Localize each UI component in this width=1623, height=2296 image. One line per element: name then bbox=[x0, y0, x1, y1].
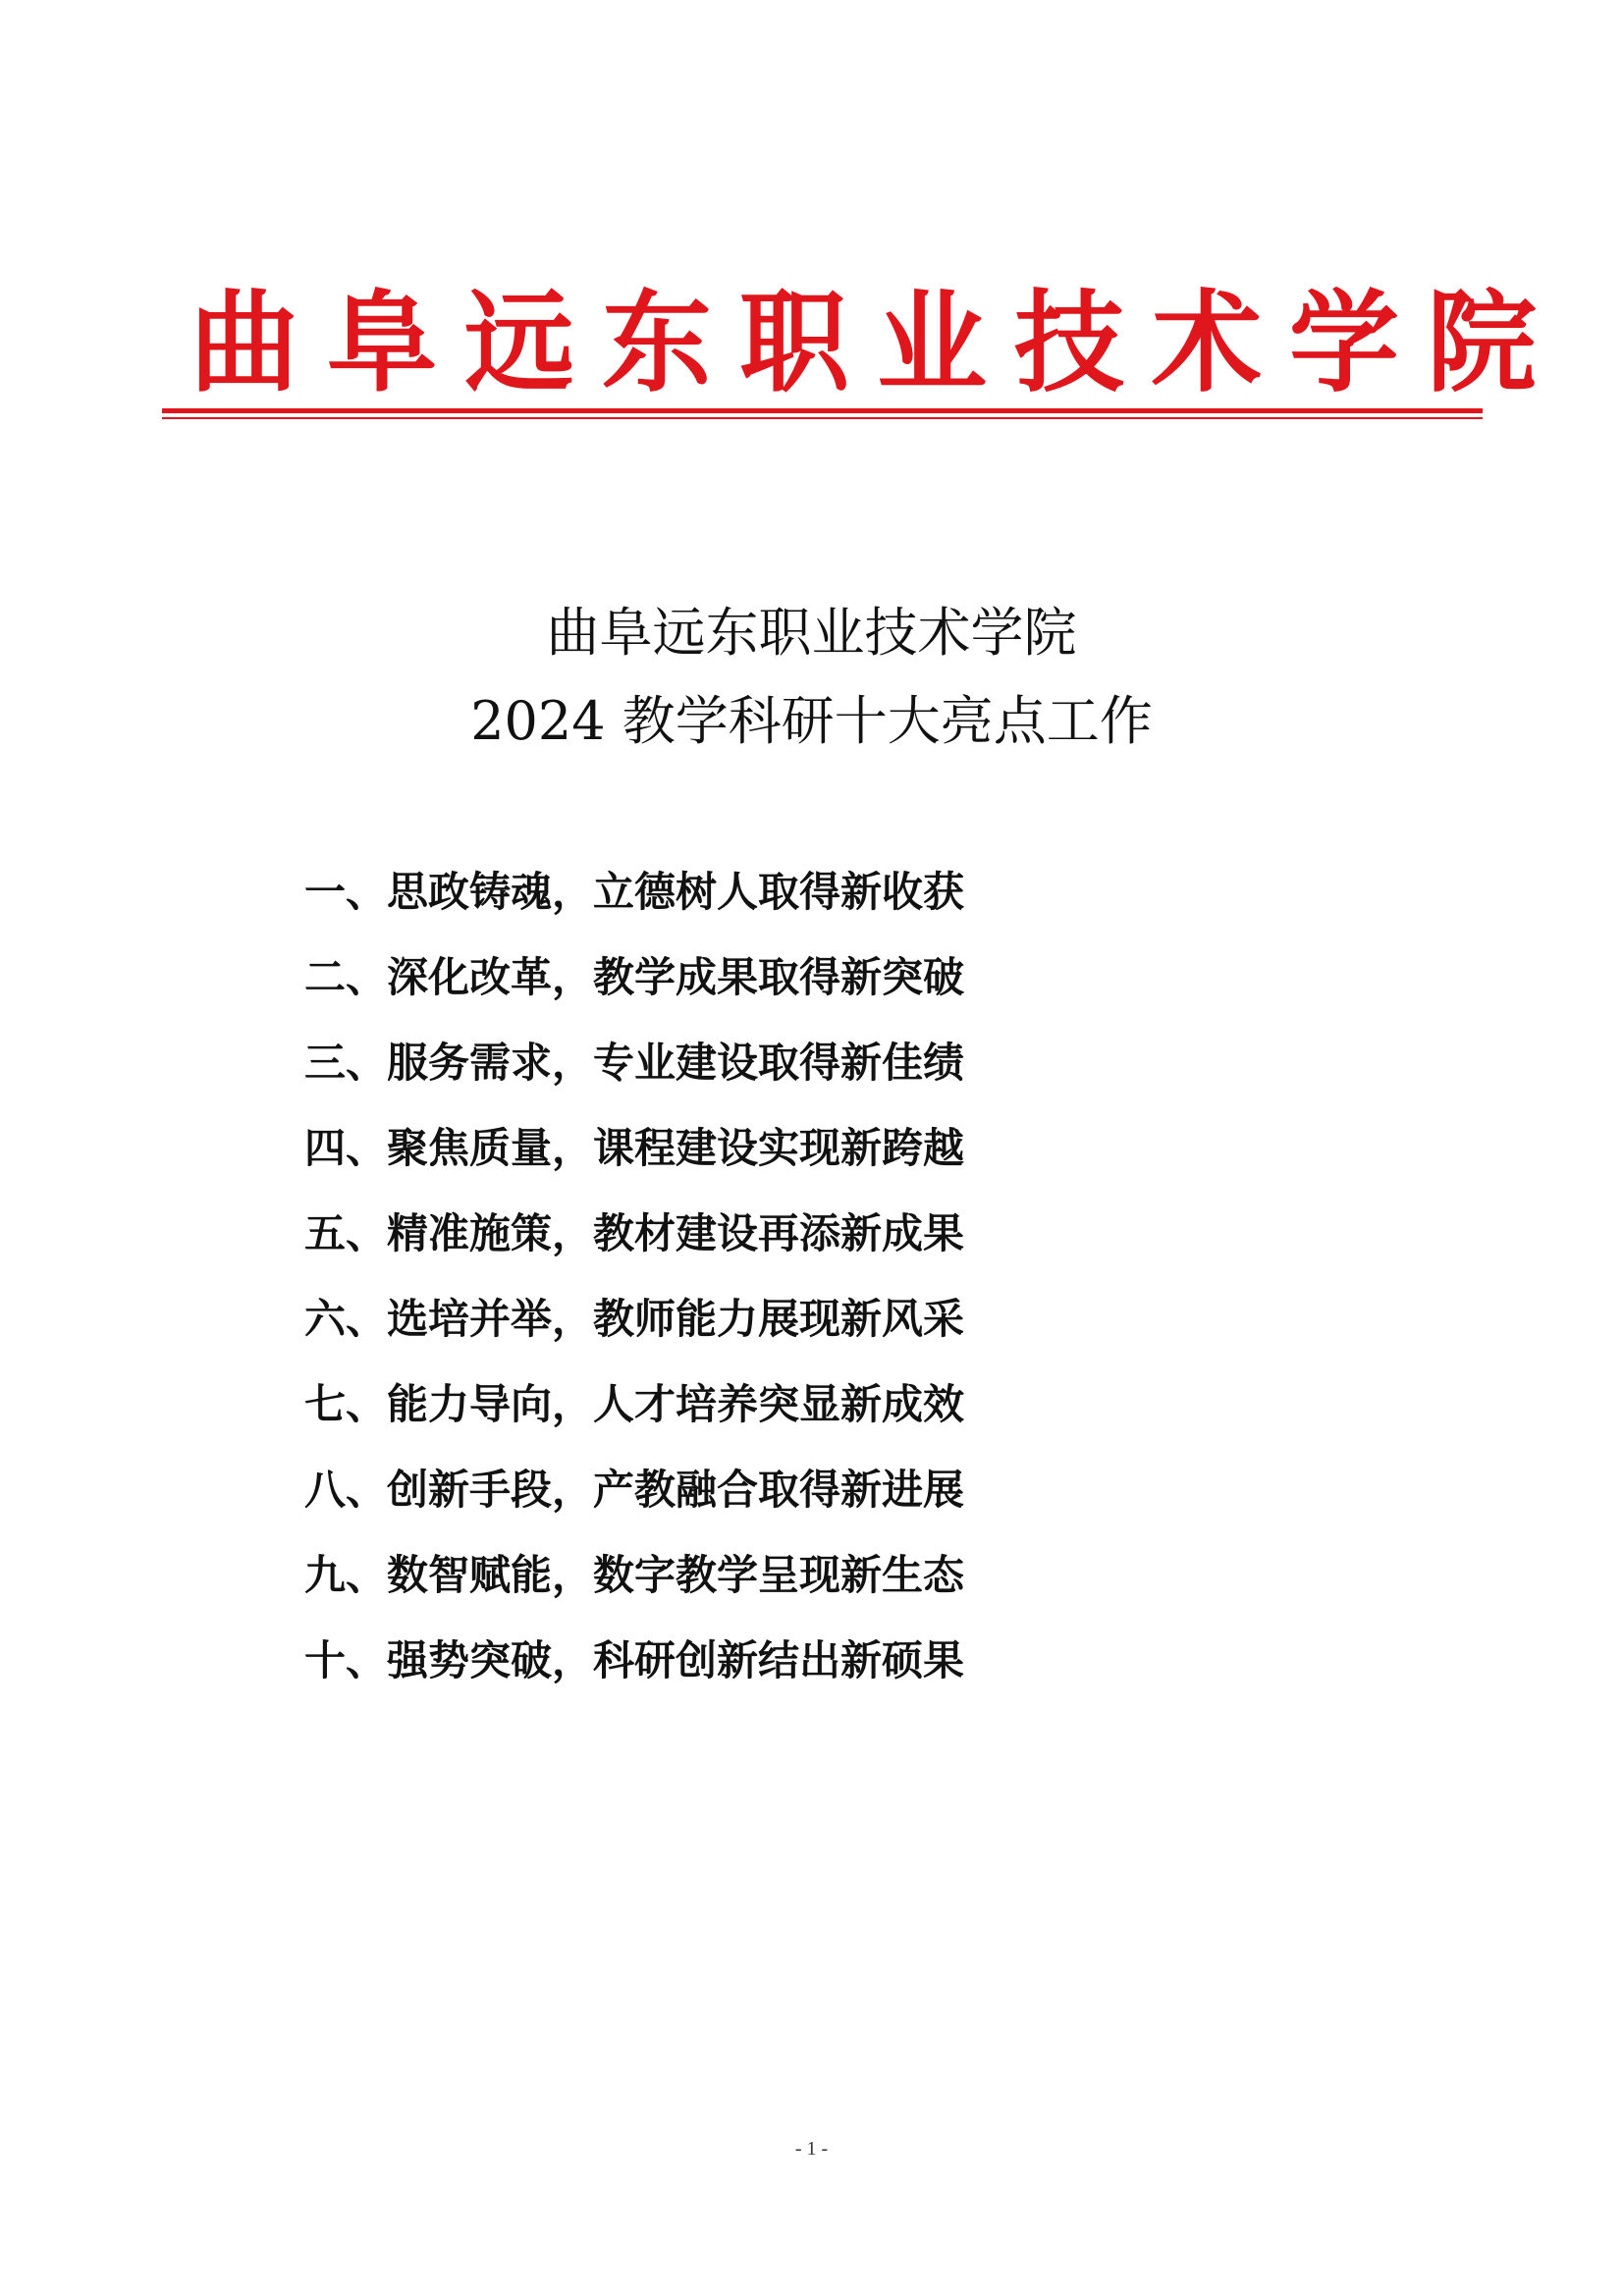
highlight-item: 三、服务需求，专业建设取得新佳绩 bbox=[304, 1039, 965, 1087]
highlight-item: 一、思政铸魂，立德树人取得新收获 bbox=[304, 868, 965, 916]
highlight-item: 四、聚焦质量，课程建设实现新跨越 bbox=[304, 1124, 965, 1172]
masthead-rule-thick bbox=[162, 408, 1483, 413]
highlights-list bbox=[304, 849, 1384, 1703]
document-title-line-2: 2024 教学科研十大亮点工作 bbox=[470, 690, 1153, 752]
highlight-item: 八、创新手段，产教融合取得新进展 bbox=[304, 1466, 965, 1514]
highlight-item: 二、深化改革，教学成果取得新突破 bbox=[304, 953, 965, 1001]
highlight-item: 六、选培并举，教师能力展现新风采 bbox=[304, 1295, 965, 1343]
masthead-title: 曲阜远东职业技术学院 bbox=[189, 279, 1564, 407]
highlight-item: 七、能力导向，人才培养突显新成效 bbox=[304, 1380, 965, 1428]
document-title-line-1: 曲阜远东职业技术学院 bbox=[546, 602, 1077, 664]
highlight-item: 九、数智赋能，数字教学呈现新生态 bbox=[304, 1551, 965, 1599]
highlight-item: 十、强势突破，科研创新结出新硕果 bbox=[304, 1636, 965, 1684]
page-number: - 1 - bbox=[794, 2138, 829, 2160]
masthead-rule-thin bbox=[162, 417, 1483, 419]
highlight-item: 五、精准施策，教材建设再添新成果 bbox=[304, 1209, 965, 1257]
